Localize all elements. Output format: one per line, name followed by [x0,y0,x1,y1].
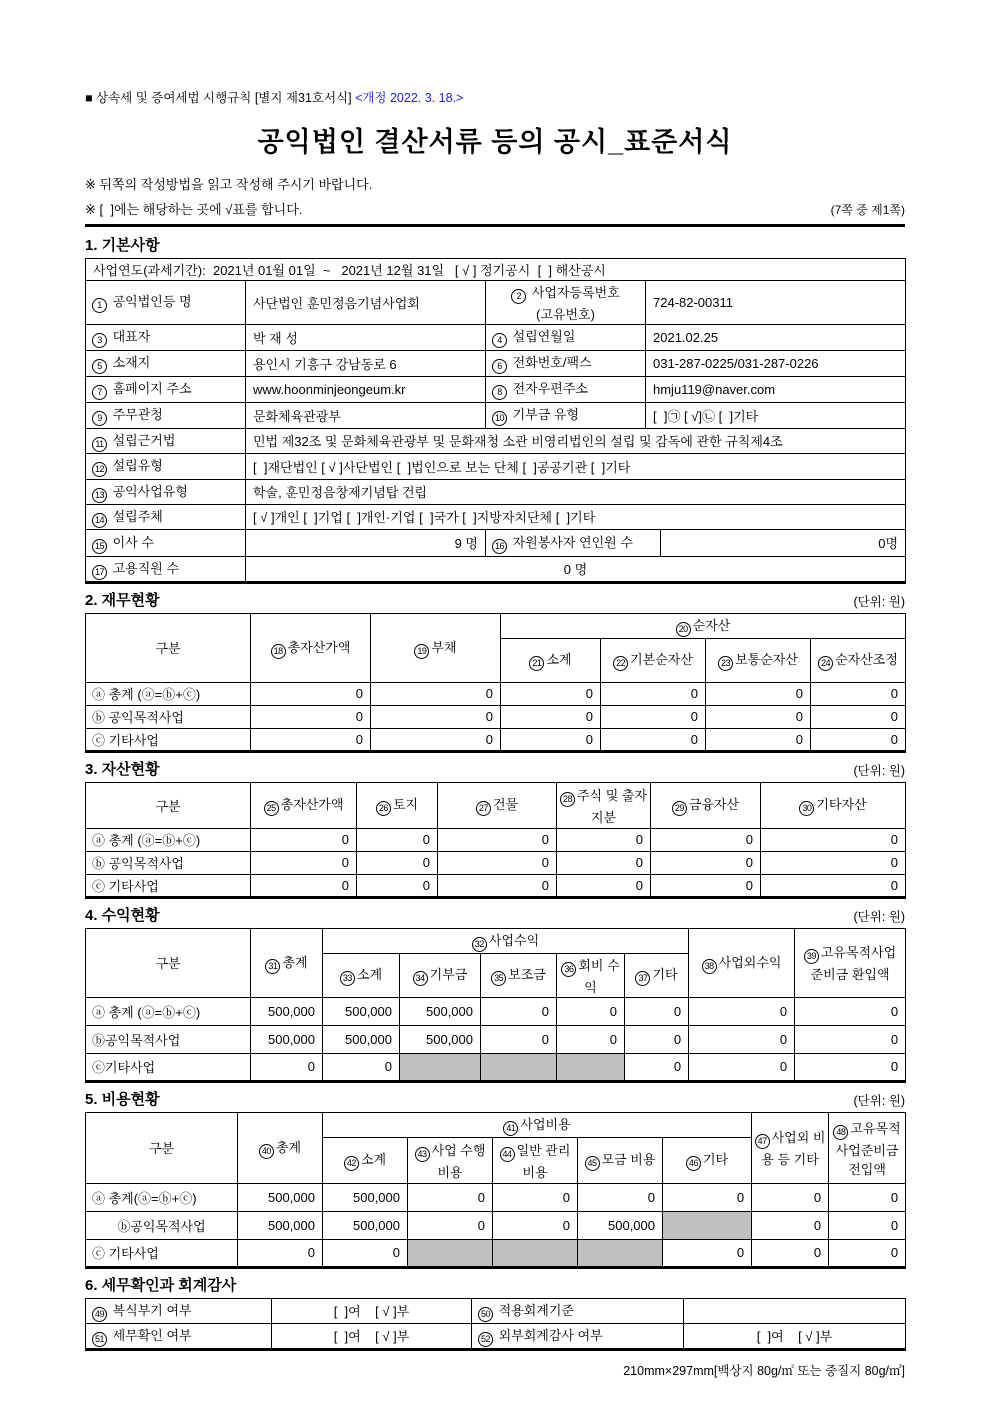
col-header-net-assets: 20 순자산 [501,613,906,638]
col-header-subtotal: 21 소계 [501,638,601,682]
value-cell: 0 [323,1239,408,1267]
value-cell: 500,000 [238,1211,323,1239]
value-cell: 0 [357,851,438,874]
item-number: 8 [492,385,507,400]
tax-confirmation-label: 51 세무확인 여부 [86,1323,272,1349]
row-label: ⓑ 공익목적사업 [86,851,251,874]
value-cell: 500,000 [400,1025,481,1053]
col-header-reserve-reversal: 39 고유목적사업 준비금 환입액 [795,928,906,997]
value-cell: 0 [829,1211,906,1239]
tax-audit-table [85,1298,906,1351]
value-cell: 0 [557,997,625,1025]
corp-name-value: 사단법인 훈민정음기념사업회 [246,280,486,324]
value-cell: 0 [481,997,557,1025]
item-number: 40 [259,1144,274,1159]
business-year-row [86,258,906,280]
col-header-admin-expense: 44 일반 관리비용 [493,1137,578,1183]
value-cell: 0 [829,1239,906,1267]
value-cell: 0 [663,1239,752,1267]
value-cell: 0 [795,997,906,1025]
authority-value: 문화체육관광부 [246,402,486,428]
col-header-reserve-transfer: 48 고유목적 사업준비금 전입액 [829,1112,906,1183]
item-number: 22 [613,656,628,671]
section2-header [85,589,905,610]
item-number: 49 [92,1307,107,1322]
value-cell: 0 [651,828,761,851]
item-number: 14 [92,513,107,528]
regulation-notice-text: ■ 상속세 및 증여세법 시행규칙 [별지 제31호서식] [85,91,356,105]
col-header-basic-net-assets: 22 기본순자산 [601,638,706,682]
shaded-cell [557,1053,625,1081]
col-header-membership-fees: 36 회비 수익 [557,953,625,997]
value-cell: 0 [761,874,906,897]
header-row [86,1112,906,1137]
value-cell: 0 [752,1211,829,1239]
col-header-subsidies: 35 보조금 [481,953,557,997]
value-cell: 0 [501,705,601,728]
row-label: ⓑ 공익목적사업 [86,705,251,728]
value-cell: 0 [601,728,706,751]
item-number: 7 [92,385,107,400]
shaded-cell [481,1053,557,1081]
value-cell: 500,000 [323,997,400,1025]
row-label: ⓒ 기타사업 [86,728,251,751]
item-number: 1 [92,298,107,313]
header-row [86,613,906,638]
director-count-value: 9 명 [246,529,486,556]
founder-type-label: 14 설립주체 [86,504,246,529]
item-number: 43 [415,1147,430,1162]
page-title: 공익법인 결산서류 등의 공시_표준서식 [257,127,733,157]
table-row-total [86,997,906,1025]
item-number: 33 [340,971,355,986]
value-cell: 0 [689,997,795,1025]
table-row [86,1298,906,1323]
value-cell: 0 [557,828,651,851]
section1-title: 1. 기본사항 [85,236,160,254]
value-cell: 0 [251,1053,323,1081]
value-cell: 500,000 [323,1025,400,1053]
item-number: 51 [92,1332,107,1347]
accounting-standard-value [684,1298,906,1323]
value-cell: 0 [761,851,906,874]
external-audit-label: 52 외부회계감사 여부 [472,1323,684,1349]
col-header-subtotal: 42 소계 [323,1137,408,1183]
address-label: 5 소재지 [86,350,246,376]
value-cell: 0 [761,828,906,851]
value-cell: 0 [371,728,501,751]
value-cell: 500,000 [323,1183,408,1211]
table-row [86,324,906,350]
value-cell: 0 [323,1053,400,1081]
table-row-other-business [86,1053,906,1081]
table-row-other-business [86,728,906,751]
external-audit-value: [ ]여 [ √ ]부 [684,1323,906,1349]
table-row [86,529,906,556]
col-header-program-expense: 43 사업 수행비용 [408,1137,493,1183]
employee-count-value: 0 명 [246,556,906,582]
value-cell: 0 [625,1025,689,1053]
biz-reg-number-value: 724-82-00311 [646,280,906,324]
instruction-row [85,199,905,218]
value-cell: 0 [493,1211,578,1239]
row-label: ⓐ 총계 (ⓐ=ⓑ+ⓒ) [86,828,251,851]
section2-title: 2. 재무현황 [85,591,160,609]
row-label: ⓑ공익목적사업 [86,1211,238,1239]
unit-label: (단위: 원) [853,1093,905,1108]
item-number: 11 [92,437,107,452]
founding-law-value: 민법 제32조 및 문화체육관광부 및 문화재청 소관 비영리법인의 설립 및 감독에 관한 규칙제4조 [246,428,906,453]
address-value: 용인시 기흥구 강남동로 6 [246,350,486,376]
table-row-other-business [86,1239,906,1267]
item-number: 34 [413,971,428,986]
section5-header [85,1088,905,1109]
value-cell: 0 [689,1053,795,1081]
email-value: hmju119@naver.com [646,376,906,402]
item-number: 52 [478,1332,493,1347]
value-cell: 0 [251,828,357,851]
section3-title: 3. 자산현황 [85,760,160,778]
revenue-status-table [85,928,906,1083]
col-header-non-business-expense: 47 사업외 비용 등 기타 [752,1112,829,1183]
item-number: 12 [92,462,107,477]
table-row-other-business [86,874,906,897]
shaded-cell [493,1239,578,1267]
col-header-financial-assets: 29 금융자산 [651,782,761,828]
biz-reg-number-label: 2 사업자등록번호 (고유번호) [486,280,646,324]
volunteer-count-value: 0명 [661,529,906,556]
value-cell: 0 [601,682,706,705]
col-header-land: 26 토지 [357,782,438,828]
value-cell: 0 [795,1025,906,1053]
asset-status-table [85,782,906,899]
value-cell: 0 [706,682,811,705]
item-number: 50 [478,1307,493,1322]
col-header-category: 구분 [86,1112,238,1183]
email-label: 8 전자우편주소 [486,376,646,402]
double-entry-label: 49 복식부기 여부 [86,1298,272,1323]
col-header-business-expense: 41 사업비용 [323,1112,752,1137]
value-cell: 0 [493,1183,578,1211]
item-number: 21 [529,656,544,671]
revision-date: <개정 2022. 3. 18.> [355,91,464,105]
value-cell: 0 [795,1053,906,1081]
unit-label: (단위: 원) [853,594,905,609]
homepage-value: www.hoonminjeongeum.kr [246,376,486,402]
section6-title: 6. 세무확인과 회계감사 [85,1276,237,1294]
item-number: 9 [92,411,107,426]
establish-date-label: 4 설립연월일 [486,324,646,350]
col-header-total-asset-value: 25 총자산가액 [251,782,357,828]
value-cell: 0 [651,851,761,874]
instruction-line-1: ※ 뒤쪽의 작성방법을 읽고 작성해 주시기 바랍니다. [85,177,373,192]
col-header-other-assets: 30 기타자산 [761,782,906,828]
table-row [86,280,906,324]
item-number: 23 [718,656,733,671]
table-row [86,504,906,529]
table-row-total [86,828,906,851]
item-number: 36 [561,962,576,977]
col-header-category: 구분 [86,613,251,682]
homepage-label: 7 홈페이지 주소 [86,376,246,402]
value-cell: 0 [438,851,557,874]
phone-fax-value: 031-287-0225/031-287-0226 [646,350,906,376]
section5-title: 5. 비용현황 [85,1090,160,1108]
header-divider [85,224,905,227]
item-number: 6 [492,359,507,374]
value-cell: 0 [651,874,761,897]
table-row [86,376,906,402]
section4-header [85,904,905,925]
value-cell: 0 [689,1025,795,1053]
representative-value: 박 재 성 [246,324,486,350]
item-number: 4 [492,333,507,348]
regulation-notice [85,88,905,106]
col-header-donations: 34 기부금 [400,953,481,997]
col-header-non-business-revenue: 38 사업외수익 [689,928,795,997]
accounting-standard-label: 50 적용회계기준 [472,1298,684,1323]
founder-type-value: [ √ ]개인 [ ]기업 [ ]개인·기업 [ ]국가 [ ]지방자치단체 [ ]기타 [246,504,906,529]
value-cell: 0 [811,728,906,751]
col-header-stocks-equity: 28 주식 및 출자지분 [557,782,651,828]
value-cell: 0 [501,682,601,705]
col-header-net-asset-adjustment: 24 순자산조정 [811,638,906,682]
table-row-public-purpose [86,705,906,728]
item-number: 28 [560,792,575,807]
shaded-cell [400,1053,481,1081]
table-row [86,479,906,504]
corp-name-label: 1 공익법인등 명 [86,280,246,324]
item-number: 3 [92,333,107,348]
value-cell: 0 [251,705,371,728]
establish-type-label: 12 설립유형 [86,453,246,479]
table-row [86,350,906,376]
value-cell: 500,000 [238,1183,323,1211]
tax-confirmation-value: [ ]여 [ √ ]부 [272,1323,472,1349]
value-cell: 0 [706,705,811,728]
item-number: 18 [271,644,286,659]
col-header-other: 46 기타 [663,1137,752,1183]
item-number: 42 [344,1156,359,1171]
row-label: ⓒ 기타사업 [86,874,251,897]
row-label: ⓑ공익목적사업 [86,1025,251,1053]
value-cell: 0 [438,828,557,851]
value-cell: 0 [357,828,438,851]
table-row-public-purpose [86,1211,906,1239]
item-number: 46 [686,1156,701,1171]
donation-type-label: 10 기부금 유형 [486,402,646,428]
shaded-cell [578,1239,663,1267]
item-number: 17 [92,565,107,580]
value-cell: 0 [601,705,706,728]
table-row-total [86,682,906,705]
col-header-liabilities: 19 부채 [371,613,501,682]
col-header-total: 31 총계 [251,928,323,997]
paper-spec-footer: 210mm×297mm[백상지 80g/㎡ 또는 중질지 80g/㎡] [623,1363,905,1378]
item-number: 20 [676,622,691,637]
item-number: 47 [755,1134,770,1149]
item-number: 19 [414,644,429,659]
value-cell: 0 [238,1239,323,1267]
value-cell: 0 [625,1053,689,1081]
value-cell: 0 [251,682,371,705]
value-cell: 0 [557,874,651,897]
volunteer-count-label: 16 자원봉사자 연인원 수 [486,529,661,556]
col-header-ordinary-net-assets: 23 보통순자산 [706,638,811,682]
item-number: 31 [265,959,280,974]
shaded-cell [408,1239,493,1267]
unit-label: (단위: 원) [853,909,905,924]
expense-status-table [85,1112,906,1269]
table-row [86,402,906,428]
value-cell: 0 [752,1239,829,1267]
row-label: ⓒ기타사업 [86,1053,251,1081]
value-cell: 500,000 [251,1025,323,1053]
value-cell: 0 [811,705,906,728]
item-number: 45 [585,1156,600,1171]
row-label: ⓐ 총계 (ⓐ=ⓑ+ⓒ) [86,997,251,1025]
value-cell: 0 [706,728,811,751]
value-cell: 0 [501,728,601,751]
value-cell: 500,000 [400,997,481,1025]
header-row [86,782,906,828]
form-content [85,0,905,1379]
item-number: 25 [264,801,279,816]
col-header-total-asset-value: 18 총자산가액 [251,613,371,682]
value-cell: 0 [578,1183,663,1211]
row-label: ⓒ 기타사업 [86,1239,238,1267]
value-cell: 0 [251,874,357,897]
item-number: 38 [702,959,717,974]
item-number: 26 [376,801,391,816]
col-header-business-revenue: 32 사업수익 [323,928,689,953]
phone-fax-label: 6 전화번호/팩스 [486,350,646,376]
value-cell: 0 [357,874,438,897]
value-cell: 0 [371,705,501,728]
value-cell: 0 [408,1183,493,1211]
value-cell: 0 [408,1211,493,1239]
table-row [86,428,906,453]
founding-law-label: 11 설립근거법 [86,428,246,453]
row-label: ⓐ 총계(ⓐ=ⓑ+ⓒ) [86,1183,238,1211]
col-header-building: 27 건물 [438,782,557,828]
row-label: ⓐ 총계 (ⓐ=ⓑ+ⓒ) [86,682,251,705]
value-cell: 0 [438,874,557,897]
value-cell: 0 [829,1183,906,1211]
basic-info-table [85,258,906,584]
item-number: 32 [472,937,487,952]
item-number: 29 [672,801,687,816]
value-cell: 0 [481,1025,557,1053]
public-service-type-label: 13 공익사업유형 [86,479,246,504]
col-header-category: 구분 [86,928,251,997]
item-number: 5 [92,359,107,374]
double-entry-value: [ ]여 [ √ ]부 [272,1298,472,1323]
establish-type-value: [ ]재단법인 [ √ ]사단법인 [ ]법인으로 보는 단체 [ ]공공기관 [ ]기타 [246,453,906,479]
table-row-total [86,1183,906,1211]
item-number: 44 [500,1147,515,1162]
table-row [86,1323,906,1349]
table-row-public-purpose [86,851,906,874]
header-row [86,928,906,953]
value-cell: 0 [557,851,651,874]
value-cell: 500,000 [323,1211,408,1239]
donation-type-value: [ ]㉠ [ √]㉡ [ ]기타 [646,402,906,428]
item-number: 39 [804,949,819,964]
instruction-line-2: ※ [ ]에는 해당하는 곳에 √표를 합니다. [85,202,303,217]
section3-header [85,758,905,779]
value-cell: 0 [752,1183,829,1211]
item-number: 48 [833,1125,848,1140]
table-row-public-purpose [86,1025,906,1053]
section6-header [85,1274,905,1295]
section4-title: 4. 수익현황 [85,906,160,924]
table-row [86,453,906,479]
page-indicator: (7쪽 중 제1쪽) [830,203,905,217]
unit-label: (단위: 원) [853,763,905,778]
col-header-total: 40 총계 [238,1112,323,1183]
value-cell: 500,000 [251,997,323,1025]
item-number: 30 [799,801,814,816]
item-number: 27 [476,801,491,816]
col-header-category: 구분 [86,782,251,828]
col-header-fundraising-expense: 45 모금 비용 [578,1137,663,1183]
item-number: 16 [492,539,507,554]
value-cell: 0 [251,728,371,751]
value-cell: 0 [251,851,357,874]
value-cell: 0 [625,997,689,1025]
shaded-cell [663,1211,752,1239]
value-cell: 0 [663,1183,752,1211]
employee-count-label: 17 고용직원 수 [86,556,246,582]
item-number: 41 [503,1121,518,1136]
representative-label: 3 대표자 [86,324,246,350]
item-number: 2 [511,289,526,304]
item-number: 37 [635,971,650,986]
public-service-type-value: 학술, 훈민정음창제기념탑 건립 [246,479,906,504]
col-header-subtotal: 33 소계 [323,953,400,997]
authority-label: 9 주무관청 [86,402,246,428]
item-number: 10 [492,411,507,426]
col-header-other: 37 기타 [625,953,689,997]
table-row [86,556,906,582]
value-cell: 0 [557,1025,625,1053]
item-number: 24 [818,656,833,671]
financial-status-table [85,613,906,753]
section1-header [85,234,905,255]
business-year-cell: 사업연도(과세기간): 2021년 01월 01일 ~ 2021년 12월 31일 [ √ ] 정기공시 [ ] 해산공시 [86,258,906,280]
director-count-label: 15 이사 수 [86,529,246,556]
value-cell: 0 [371,682,501,705]
value-cell: 0 [811,682,906,705]
item-number: 15 [92,539,107,554]
item-number: 35 [491,971,506,986]
value-cell: 500,000 [578,1211,663,1239]
item-number: 13 [92,488,107,503]
establish-date-value: 2021.02.25 [646,324,906,350]
